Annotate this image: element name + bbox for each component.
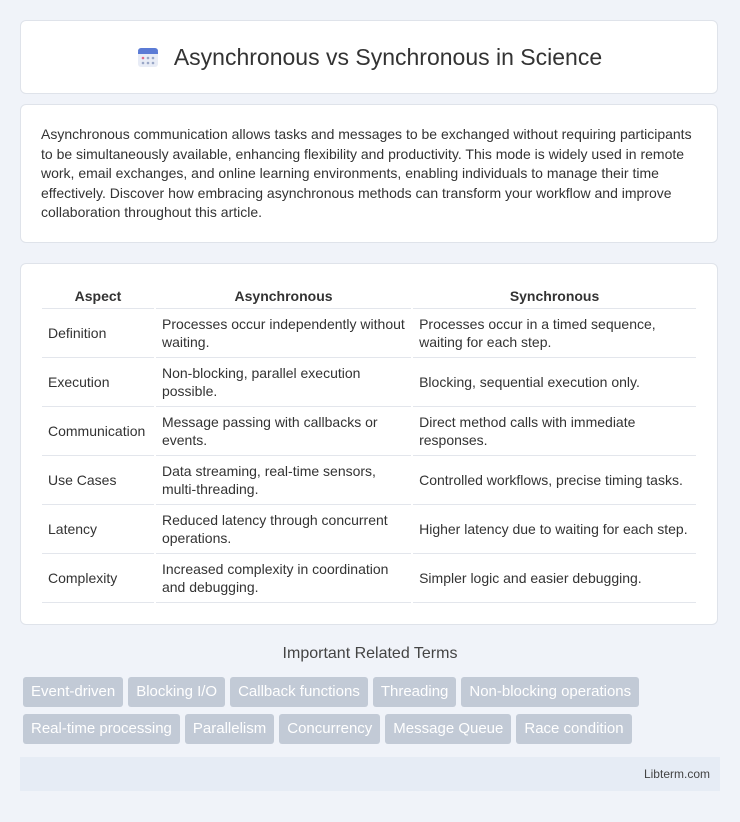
related-terms-list — [23, 677, 723, 751]
cell-asynchronous: Processes occur independently without waiting. — [156, 309, 411, 358]
tag-race-condition[interactable]: Race condition — [516, 714, 631, 744]
header-asynchronous: Asynchronous — [156, 284, 411, 309]
tag-callback-functions[interactable]: Callback functions — [230, 677, 368, 707]
cell-asynchronous: Data streaming, real-time sensors, multi-threading. — [156, 456, 411, 505]
table-row — [42, 358, 696, 407]
cell-aspect: Execution — [42, 358, 154, 407]
comparison-card — [20, 263, 718, 625]
tag-event-driven[interactable]: Event-driven — [23, 677, 123, 707]
cell-aspect: Communication — [42, 407, 154, 456]
cell-aspect: Latency — [42, 505, 154, 554]
comparison-table — [40, 284, 698, 603]
calendar-icon — [136, 45, 160, 69]
intro-text: Asynchronous communication allows tasks and messages to be exchanged without requiring participants to be simultaneously available, enhancing flexibility and productivity. This mode is widely used in remote work, email exchanges, and online learning environments, enabling individuals to manage their time effectively. Discover how embracing asynchronous methods can transform your workflow and improve collaboration throughout this article. — [41, 126, 692, 221]
table-row — [42, 309, 696, 358]
tag-concurrency[interactable]: Concurrency — [279, 714, 380, 744]
tag-parallelism[interactable]: Parallelism — [185, 714, 274, 744]
tag-blocking-io[interactable]: Blocking I/O — [128, 677, 225, 707]
header-aspect: Aspect — [42, 284, 154, 309]
cell-aspect: Use Cases — [42, 456, 154, 505]
table-header-row — [42, 284, 696, 309]
cell-asynchronous: Message passing with callbacks or events. — [156, 407, 411, 456]
cell-aspect: Definition — [42, 309, 154, 358]
cell-synchronous: Higher latency due to waiting for each step. — [413, 505, 696, 554]
footer-link[interactable]: Libterm.com — [643, 767, 710, 781]
tag-threading[interactable]: Threading — [373, 677, 457, 707]
cell-synchronous: Direct method calls with immediate responses. — [413, 407, 696, 456]
cell-synchronous: Processes occur in a timed sequence, waiting for each step. — [413, 309, 696, 358]
page-title: Asynchronous vs Synchronous in Science — [173, 43, 603, 70]
table-row — [42, 505, 696, 554]
tag-message-queue[interactable]: Message Queue — [385, 714, 511, 744]
intro-card — [20, 104, 718, 243]
header-card — [20, 20, 718, 94]
related-terms-title: Important Related Terms — [282, 645, 458, 662]
header-synchronous: Synchronous — [413, 284, 696, 309]
table-row — [42, 554, 696, 603]
cell-asynchronous: Non-blocking, parallel execution possible. — [156, 358, 411, 407]
cell-asynchronous: Increased complexity in coordination and debugging. — [156, 554, 411, 603]
table-row — [42, 456, 696, 505]
cell-synchronous: Controlled workflows, precise timing tasks. — [413, 456, 696, 505]
tag-non-blocking-operations[interactable]: Non-blocking operations — [461, 677, 639, 707]
cell-synchronous: Blocking, sequential execution only. — [413, 358, 696, 407]
cell-asynchronous: Reduced latency through concurrent operations. — [156, 505, 411, 554]
cell-synchronous: Simpler logic and easier debugging. — [413, 554, 696, 603]
tag-real-time-processing[interactable]: Real-time processing — [23, 714, 180, 744]
table-row — [42, 407, 696, 456]
cell-aspect: Complexity — [42, 554, 154, 603]
footer — [20, 757, 720, 791]
